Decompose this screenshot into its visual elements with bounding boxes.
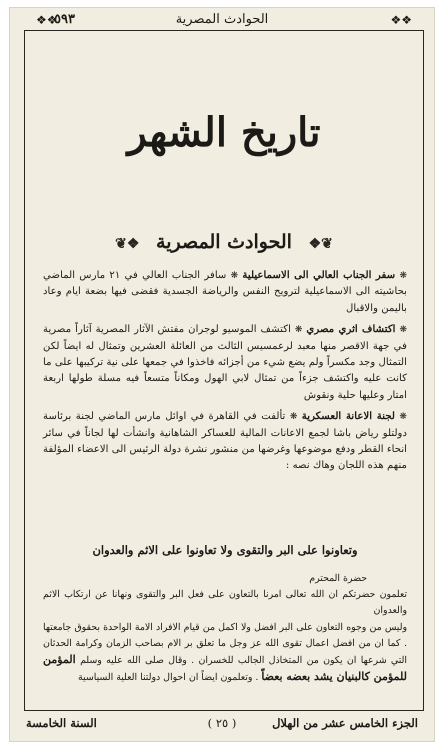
magazine-page — [9, 7, 435, 742]
asterism-icon: ❋ — [294, 325, 303, 336]
asterism-icon: ❋ — [399, 412, 407, 423]
running-title: الحوادث المصرية — [175, 12, 269, 27]
page-frame — [24, 30, 424, 711]
page-footer — [26, 713, 418, 733]
footer-year: السنة الخامسة — [26, 716, 97, 730]
masthead-title: تاريخ الشهر — [127, 109, 321, 156]
news-text: سافر الجناب العالي في ٢١ مارس الماضي بحاشيته الى الاسماعيلية لترويح النفس والرياضة الجسدية فقضى فيها بضعة ايام وعاد باليمن والاقبال — [43, 270, 407, 314]
page-number: ٥٩٣ — [54, 12, 75, 27]
news-text: تألفت في القاهرة في اوائل مارس الماضي لجنة برئاسة دولتلو رياض باشا لجمع الاعانات المالية للعساكر الشاهانية وانشأت لها لجاناً في سائر انحاء القطر ودفع موضوعها وغرضها من منشور نشرة دولة الرئيس الى الاعضاء المؤلفة منهم هذه اللجان وهاك نصه : — [43, 411, 407, 472]
letter-tail: . وتعلمون ايضاً ان احوال دولتنا العلية السياسية — [78, 672, 259, 684]
scroll-ornament-icon: ❦❖ — [308, 236, 333, 252]
scroll-ornament-icon: ❖❦ — [115, 236, 140, 252]
letter-hadith: المؤمن للمؤمن كالبنيان يشد بعضه بعضاً — [43, 653, 407, 684]
news-item — [43, 408, 407, 475]
asterism-icon: ❋ — [230, 271, 239, 281]
ornament-icon: ❖❖ — [36, 13, 58, 27]
section-title — [25, 231, 423, 253]
asterism-icon: ❋ — [289, 412, 298, 423]
letter-line — [43, 620, 407, 687]
news-lead: لجنة الاعانة العسكرية — [301, 410, 396, 423]
running-head — [26, 10, 418, 30]
ornament-icon: ❖❖ — [390, 13, 412, 27]
news-text: اكتشف الموسيو لوجران مفتش الآثار المصرية آثاراً مصرية في جهة الاقصر منها معبد لرعمسيس الثالث من العائلة العشرين وتمثال له ايضاً لكن التمثال وجد مكسراً ولم يضع شيء من أجزائه فاخذوا في جمعها على نية تركيبها على ما كانت عليه واكتشف جزءاً من تمثال لابي الهول ومكاناً متسعاً فيه مسلة طولها اربعة امتار وعليها حلية ونقوش — [43, 324, 407, 401]
letter-line-text: وليس من وجوه التعاون على البر افضل ولا اكمل من قيام الافراد الامة الواحدة بحقوق جامعتها . كما ان من افضل اعمال تقوى الله عز وجل ما تعلق بر الام بصاحب الزمان وكرامة الحدثان التي شرعها ان يكون من المتخاذل الجالب للخسران . وقال صلى الله عليه وسلم — [43, 621, 407, 667]
asterism-icon: ❋ — [399, 325, 407, 336]
news-lead: سفر الجناب العالي الى الاسماعيلية — [242, 269, 396, 281]
asterism-icon: ❋ — [399, 271, 407, 281]
section-title-text: الحوادث المصرية — [156, 231, 292, 253]
news-item — [43, 321, 407, 404]
footer-page: ( ٢٥ ) — [207, 716, 237, 730]
letter-line: تعلمون حضرتكم ان الله تعالى امرنا بالتعاون على فعل البر والتقوى ونهانا عن ارتكاب الاثم والعدوان — [43, 589, 407, 617]
quran-verse: وتعاونوا على البر والتقوى ولا تعاونوا على الاثم والعدوان — [92, 543, 358, 557]
news-lead: اكتشاف اثري مصري — [306, 323, 396, 336]
footer-volume: الجزء الخامس عشر من الهلال — [272, 716, 418, 730]
news-body — [43, 267, 407, 479]
circular-letter — [43, 571, 407, 686]
news-item — [43, 267, 407, 317]
letter-salutation: حضرة المحترم — [309, 573, 367, 584]
